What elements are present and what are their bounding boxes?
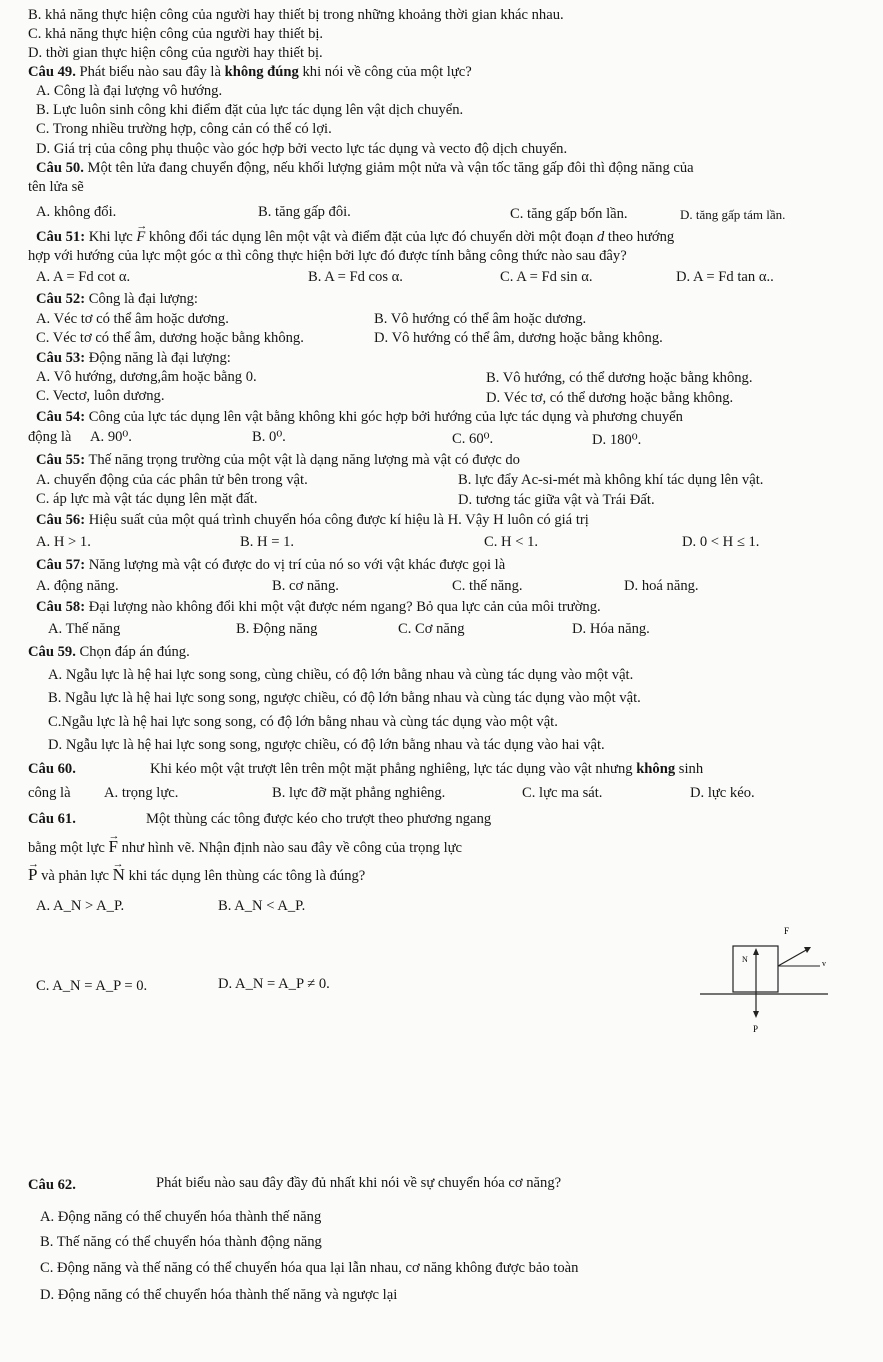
- question-57: [36, 556, 505, 574]
- q62-option-a: A. Động năng có thể chuyển hóa thành thế năng: [40, 1209, 322, 1225]
- q55-option-d: D. tương tác giữa vật và Trái Đất.: [458, 492, 655, 508]
- question-51-cont: hợp với hướng của lực một góc α thì công thực hiện bởi lực đó được tính bằng công thức nào sau đây?: [28, 248, 627, 264]
- question-50: [36, 159, 694, 177]
- question-58: [36, 598, 601, 616]
- question-text: bằng một lực: [28, 840, 109, 856]
- q61-option-b: B. A_N < A_P.: [218, 898, 306, 914]
- q56-option-a: A. H > 1.: [36, 534, 91, 550]
- question-label: Câu 49.: [28, 64, 76, 80]
- q60-option-a: A. trọng lực.: [104, 785, 179, 801]
- q52-option-c: C. Véc tơ có thể âm, dương hoặc bằng không.: [36, 330, 304, 346]
- q54-option-c: C. 60⁰.: [452, 431, 494, 447]
- q62-option-c: C. Động năng và thế năng có thể chuyển hóa qua lại lẫn nhau, cơ năng không được bảo toàn: [40, 1260, 579, 1276]
- q60-option-b: B. lực đỡ mặt phẳng nghiêng.: [272, 785, 446, 801]
- q50-option-d: D. tăng gấp tám lần.: [680, 207, 786, 222]
- question-55: [36, 451, 520, 469]
- q51-option-a: A. A = Fd cot α.: [36, 269, 131, 285]
- q59-option-b: B. Ngẫu lực là hệ hai lực song song, ngược chiều, có độ lớn bằng nhau và cùng tác dụng vào một vật.: [48, 690, 641, 706]
- question-61-line3: [28, 866, 365, 885]
- question-label: Câu 50.: [36, 160, 84, 176]
- question-60-text: [150, 760, 703, 778]
- q51-option-c: C. A = Fd sin α.: [500, 269, 593, 285]
- q61-option-c: C. A_N = A_P = 0.: [36, 978, 148, 994]
- q61-option-d: D. A_N = A_P ≠ 0.: [218, 976, 330, 992]
- q57-option-a: A. động năng.: [36, 578, 119, 594]
- question-50-cont: tên lửa sẽ: [28, 179, 84, 195]
- q56-option-d: D. 0 < H ≤ 1.: [682, 534, 760, 550]
- q49-option-b: B. Lực luôn sinh công khi điểm đặt của lực tác dụng lên vật dịch chuyển.: [36, 102, 464, 118]
- question-emphasis: không: [636, 761, 676, 777]
- question-text: khi tác dụng lên thùng các tông là đúng?: [124, 868, 366, 884]
- question-label: Câu 57:: [36, 557, 86, 573]
- distance-symbol: d: [596, 229, 605, 245]
- q52-option-d: D. Vô hướng có thể âm, dương hoặc bằng không.: [374, 330, 663, 346]
- question-label: Câu 54:: [36, 409, 86, 425]
- question-53: [36, 349, 231, 367]
- question-text: sinh: [675, 761, 704, 777]
- question-emphasis: không đúng: [224, 64, 299, 80]
- question-61-text: Một thùng các tông được kéo cho trượt theo phương ngang: [146, 811, 492, 827]
- q53-option-a: A. Vô hướng, dương,âm hoặc bằng 0.: [36, 369, 257, 385]
- q54-option-d: D. 180⁰.: [592, 432, 642, 448]
- q55-option-c: C. áp lực mà vật tác dụng lên mặt đất.: [36, 491, 258, 507]
- q50-option-a: A. không đổi.: [36, 204, 117, 220]
- label-N: N: [742, 955, 748, 964]
- prev-option-c: C. khả năng thực hiện công của người hay thiết bị.: [28, 26, 324, 42]
- question-text: Công là đại lượng:: [85, 291, 198, 307]
- q53-option-d: D. Véc tơ, có thể dương hoặc bằng không.: [486, 390, 734, 406]
- question-62-text: Phát biểu nào sau đây đầy đủ nhất khi nói về sự chuyển hóa cơ năng?: [156, 1175, 562, 1191]
- q54-option-a: A. 90⁰.: [90, 429, 132, 445]
- question-text: Năng lượng mà vật có được do vị trí của nó so với vật khác được gọi là: [85, 557, 506, 573]
- q51-option-d: D. A = Fd tan α..: [676, 269, 774, 285]
- q49-option-c: C. Trong nhiều trường hợp, công cản có thể có lợi.: [36, 121, 332, 137]
- question-text: Chọn đáp án đúng.: [75, 644, 190, 660]
- question-54: [36, 408, 683, 426]
- question-text: không đổi tác dụng lên một vật và điểm đặt của lực đó chuyển dời một đoạn: [145, 229, 597, 245]
- question-label: Câu 52:: [36, 291, 86, 307]
- q53-option-b: B. Vô hướng, có thể dương hoặc bằng không.: [486, 370, 753, 386]
- q58-option-b: B. Động năng: [236, 621, 318, 637]
- question-56: [36, 511, 589, 529]
- label-F: F: [784, 926, 790, 936]
- q60-option-d: D. lực kéo.: [690, 785, 755, 801]
- q56-option-c: C. H < 1.: [484, 534, 539, 550]
- q50-option-b: B. tăng gấp đôi.: [258, 204, 351, 220]
- q57-option-c: C. thế năng.: [452, 578, 523, 594]
- question-52: [36, 290, 198, 308]
- q60-option-c: C. lực ma sát.: [522, 785, 603, 801]
- question-label: Câu 53:: [36, 350, 86, 366]
- question-text: Thế năng trọng trường của một vật là dạng năng lượng mà vật có được do: [85, 452, 520, 468]
- prev-option-d: D. thời gian thực hiện công của người hay thiết bị.: [28, 45, 323, 61]
- question-60-cont: công là: [28, 785, 71, 801]
- question-label: Câu 59.: [28, 644, 76, 660]
- q50-option-c: C. tăng gấp bốn lần.: [510, 206, 628, 222]
- q51-option-b: B. A = Fd cos α.: [308, 269, 403, 285]
- question-60: [28, 760, 76, 778]
- label-v: v: [822, 959, 826, 968]
- question-62: [28, 1176, 76, 1194]
- q49-option-d: D. Giá trị của công phụ thuộc vào góc hợp bởi vecto lực tác dụng và vecto độ dịch chuyển.: [36, 141, 568, 157]
- question-49: [28, 63, 472, 81]
- question-text: khi nói về công của một lực?: [298, 64, 472, 80]
- question-61: [28, 810, 76, 828]
- label-P: P: [753, 1024, 759, 1034]
- question-text: Công của lực tác dụng lên vật bằng không khi góc hợp bởi hướng của lực tác dụng và phương chuyển: [85, 409, 683, 425]
- question-label: Câu 62.: [28, 1177, 76, 1193]
- force-F-vector-symbol: → F: [108, 838, 117, 856]
- question-text: như hình vẽ. Nhận định nào sau đây về công của trọng lực: [117, 840, 463, 856]
- q62-option-b: B. Thế năng có thể chuyển hóa thành động năng: [40, 1234, 322, 1250]
- q57-option-d: D. hoá năng.: [624, 578, 699, 594]
- question-text: Khi lực: [85, 229, 137, 245]
- q49-option-a: A. Công là đại lượng vô hướng.: [36, 83, 223, 99]
- q55-option-a: A. chuyển động của các phân tử bên trong vật.: [36, 472, 308, 488]
- question-text: Một tên lửa đang chuyển động, nếu khối lượng giảm một nửa và vận tốc tăng gấp đôi thì động năng của: [83, 160, 694, 176]
- question-text: Khi kéo một vật trượt lên trên một mặt phẳng nghiêng, lực tác dụng vào vật nhưng: [150, 761, 637, 777]
- question-label: Câu 58:: [36, 599, 86, 615]
- question-text: và phản lực: [37, 868, 113, 884]
- question-54-cont: động là: [28, 429, 72, 445]
- q58-option-c: C. Cơ năng: [398, 621, 465, 637]
- q58-option-d: D. Hóa năng.: [572, 621, 650, 637]
- question-61-line2: [28, 838, 462, 857]
- question-label: Câu 60.: [28, 761, 76, 777]
- q61-option-a: A. A_N > A_P.: [36, 898, 125, 914]
- q58-option-a: A. Thế năng: [48, 621, 121, 637]
- pulling-force-arrow: [778, 949, 808, 966]
- question-text: Phát biểu nào sau đây là: [75, 64, 225, 80]
- q54-option-b: B. 0⁰.: [252, 429, 286, 445]
- question-text: theo hướng: [604, 229, 675, 245]
- q55-option-b: B. lực đẩy Ac-si-mét mà không khí tác dụng lên vật.: [458, 472, 764, 488]
- q56-option-b: B. H = 1.: [240, 534, 295, 550]
- question-label: Câu 56:: [36, 512, 86, 528]
- question-text: Đại lượng nào không đổi khi một vật được ném ngang? Bỏ qua lực cản của môi trường.: [85, 599, 601, 615]
- question-label: Câu 55:: [36, 452, 86, 468]
- q59-option-a: A. Ngẫu lực là hệ hai lực song song, cùng chiều, có độ lớn bằng nhau và cùng tác dụng vào một vật.: [48, 667, 634, 683]
- force-vector-symbol: → F: [136, 228, 145, 246]
- q59-option-d: D. Ngẫu lực là hệ hai lực song song, ngược chiều, có độ lớn bằng nhau và tác dụng vào hai vật.: [48, 737, 605, 753]
- question-51: [36, 228, 674, 246]
- normal-N-vector-symbol: → N: [113, 866, 125, 884]
- question-text: Động năng là đại lượng:: [85, 350, 231, 366]
- q52-option-a: A. Véc tơ có thể âm hoặc dương.: [36, 311, 229, 327]
- prev-option-b: B. khả năng thực hiện công của người hay thiết bị trong những khoảng thời gian khác nhau.: [28, 7, 564, 23]
- question-label: Câu 61.: [28, 811, 76, 827]
- box-force-diagram: [700, 922, 830, 1047]
- question-59: [28, 643, 190, 661]
- q59-option-c: C.Ngẫu lực là hệ hai lực song song, có độ lớn bằng nhau và cùng tác dụng vào một vật.: [48, 714, 558, 730]
- weight-arrowhead: [753, 1011, 759, 1018]
- q52-option-b: B. Vô hướng có thể âm hoặc dương.: [374, 311, 587, 327]
- weight-P-vector-symbol: → P: [28, 866, 37, 884]
- question-text: Hiệu suất của một quá trình chuyển hóa công được kí hiệu là H. Vậy H luôn có giá trị: [85, 512, 589, 528]
- question-label: Câu 51:: [36, 229, 86, 245]
- normal-arrowhead: [753, 948, 759, 955]
- q53-option-c: C. Vectơ, luôn dương.: [36, 388, 165, 404]
- q57-option-b: B. cơ năng.: [272, 578, 339, 594]
- q62-option-d: D. Động năng có thể chuyển hóa thành thế năng và ngược lại: [40, 1287, 398, 1303]
